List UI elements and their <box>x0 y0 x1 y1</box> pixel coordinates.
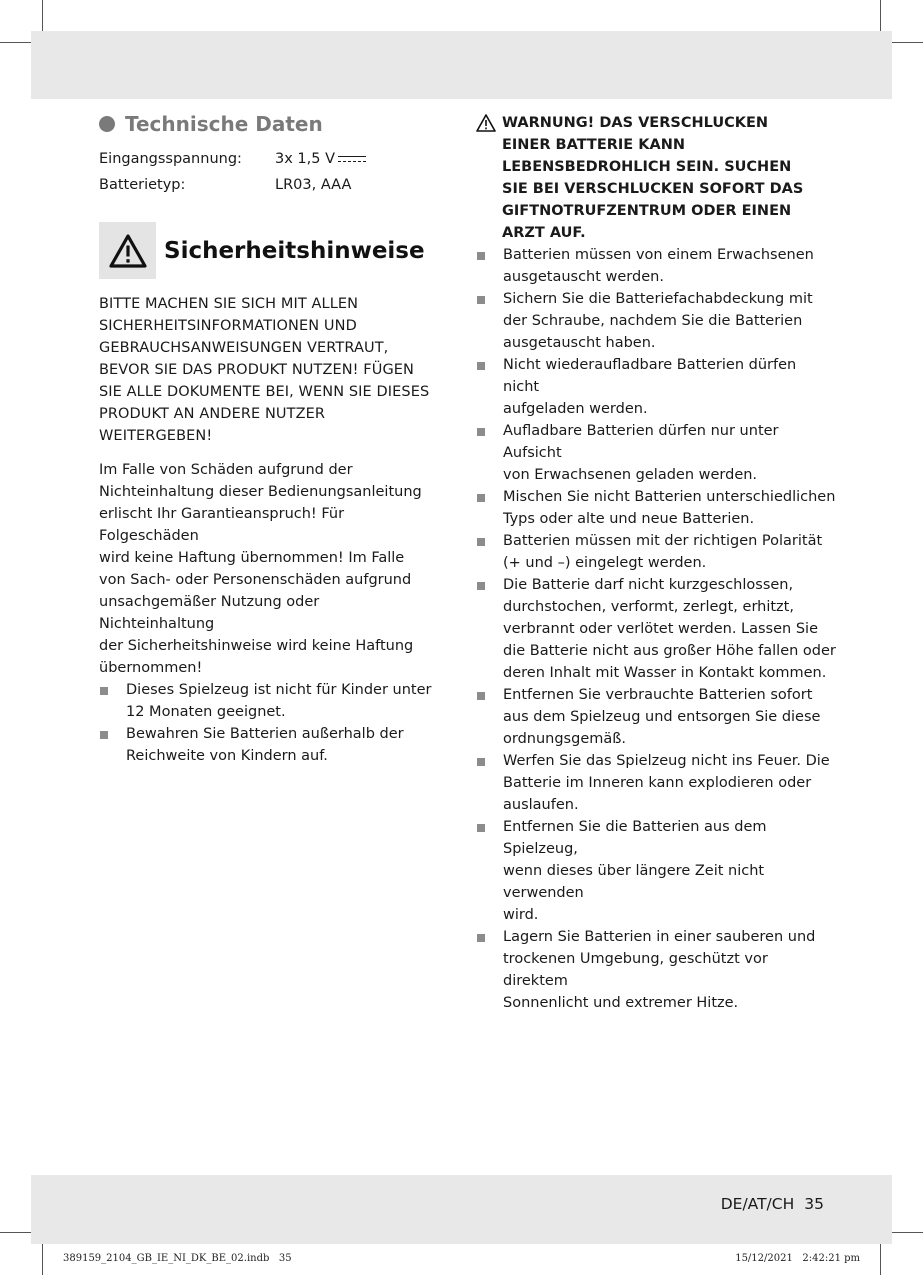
list-item: Dieses Spielzeug ist nicht für Kinder unter 12 Monaten geeignet. <box>99 679 439 723</box>
crop-mark-top-left-v <box>42 0 43 31</box>
warning-triangle-icon <box>108 233 148 269</box>
safety-caps-notice: BITTE MACHEN SIE SICH MIT ALLEN SICHERHEITSINFORMATIONEN UND GEBRAUCHSANWEISUNGEN VERTRAUT, BEVOR SIE DAS PRODUKT NUTZEN! FÜGEN SIE ALLE DOKUMENTE BEI, WENN SIE DIESES PRODUKT AN ANDERE NUTZER WEITERGEBEN! <box>99 296 430 444</box>
list-item: Mischen Sie nicht Batterien unterschiedlichen Typs oder alte und neue Batterien. <box>476 486 836 530</box>
crop-mark-bottom-right-v <box>880 1244 881 1275</box>
footer-page-info <box>721 1195 824 1213</box>
warning-text: WARNUNG! DAS VERSCHLUCKEN EINER BATTERIE KANN LEBENSBEDROHLICH SEIN. SUCHEN SIE BEI VERSCHLUCKEN SOFORT DAS GIFTNOTRUFZENTRUM ODER EINEN ARZT AUF. <box>502 115 804 241</box>
square-bullet-icon <box>477 428 485 436</box>
square-bullet-icon <box>477 494 485 502</box>
right-column <box>476 112 836 1014</box>
square-bullet-icon <box>477 758 485 766</box>
list-item: Entfernen Sie die Batterien aus dem Spielzeug, wenn dieses über längere Zeit nicht verwenden wird. <box>476 816 836 926</box>
square-bullet-icon <box>477 934 485 942</box>
technical-data-heading <box>99 112 439 136</box>
technical-data-title: Technische Daten <box>125 112 323 136</box>
spec-row <box>99 146 439 172</box>
square-bullet-icon <box>477 362 485 370</box>
list-item: Werfen Sie das Spielzeug nicht ins Feuer. Die Batterie im Inneren kann explodieren oder auslaufen. <box>476 750 836 816</box>
list-item: Entfernen Sie verbrauchte Batterien sofort aus dem Spielzeug und entsorgen Sie diese ordnungsgemäß. <box>476 684 836 750</box>
country-codes: DE/AT/CH <box>720 1195 795 1213</box>
header-band <box>31 31 892 99</box>
spec-label: Eingangsspannung: <box>99 151 242 167</box>
list-item: Aufladbare Batterien dürfen nur unter Aufsicht von Erwachsenen geladen werden. <box>476 420 836 486</box>
safety-title: Sicherheitshinweise <box>164 237 425 264</box>
list-item: Batterien müssen mit der richtigen Polarität (+ und –) eingelegt werden. <box>476 530 836 574</box>
square-bullet-icon <box>100 687 108 695</box>
spec-label: Batterietyp: <box>99 177 186 193</box>
spec-value: LR03, AAA <box>275 177 352 193</box>
square-bullet-icon <box>477 252 485 260</box>
spec-row <box>99 172 439 198</box>
square-bullet-icon <box>100 731 108 739</box>
crop-mark-bottom-right-h <box>892 1232 923 1233</box>
warning-icon-box <box>99 222 156 279</box>
crop-mark-top-left-h <box>0 42 31 43</box>
square-bullet-icon <box>477 692 485 700</box>
page-number: 35 <box>804 1195 824 1213</box>
list-item: Bewahren Sie Batterien außerhalb der Reichweite von Kindern auf. <box>99 723 439 767</box>
battery-warning <box>476 112 836 244</box>
square-bullet-icon <box>477 582 485 590</box>
square-bullet-icon <box>477 824 485 832</box>
crop-mark-bottom-left-v <box>42 1244 43 1275</box>
print-slug-file: 389159_2104_GB_IE_NI_DK_BE_02.indb 35 <box>63 1253 292 1264</box>
list-item: Die Batterie darf nicht kurzgeschlossen, durchstochen, verformt, zerlegt, erhitzt, verbrannt oder verlötet werden. Lassen Sie die Batterie nicht aus großer Höhe fallen oder deren Inhalt mit Wasser in Kontakt kommen. <box>476 574 836 684</box>
battery-bullet-list <box>476 244 836 1014</box>
crop-mark-top-right-h <box>892 42 923 43</box>
square-bullet-icon <box>477 296 485 304</box>
warning-triangle-icon <box>476 113 496 133</box>
list-item: Lagern Sie Batterien in einer sauberen und trockenen Umgebung, geschützt vor direktem Sonnenlicht und extremer Hitze. <box>476 926 836 1014</box>
square-bullet-icon <box>477 538 485 546</box>
list-item: Nicht wiederaufladbare Batterien dürfen nicht aufgeladen werden. <box>476 354 836 420</box>
crop-mark-top-right-v <box>880 0 881 31</box>
dc-symbol-icon <box>338 153 366 165</box>
spec-value: 3x 1,5 V <box>275 146 366 172</box>
print-slug-date: 15/12/2021 2:42:21 pm <box>735 1253 860 1264</box>
list-item: Batterien müssen von einem Erwachsenen ausgetauscht werden. <box>476 244 836 288</box>
left-column <box>99 108 439 767</box>
safety-heading <box>99 222 439 279</box>
list-item: Sichern Sie die Batteriefachabdeckung mit der Schraube, nachdem Sie die Batterien ausgetauscht haben. <box>476 288 836 354</box>
safety-bullet-list <box>99 679 439 767</box>
filled-circle-icon <box>99 116 115 132</box>
warranty-paragraph: Im Falle von Schäden aufgrund der Nichteinhaltung dieser Bedienungsanleitung erlischt Ihr Garantieanspruch! Für Folgeschäden wird keine Haftung übernommen! Im Falle von Sach- oder Personenschäden aufgrund unsachgemäßer Nutzung oder Nichteinhaltung der Sicherheitshinweise wird keine Haftung übernommen! <box>99 462 422 676</box>
crop-mark-bottom-left-h <box>0 1232 31 1233</box>
